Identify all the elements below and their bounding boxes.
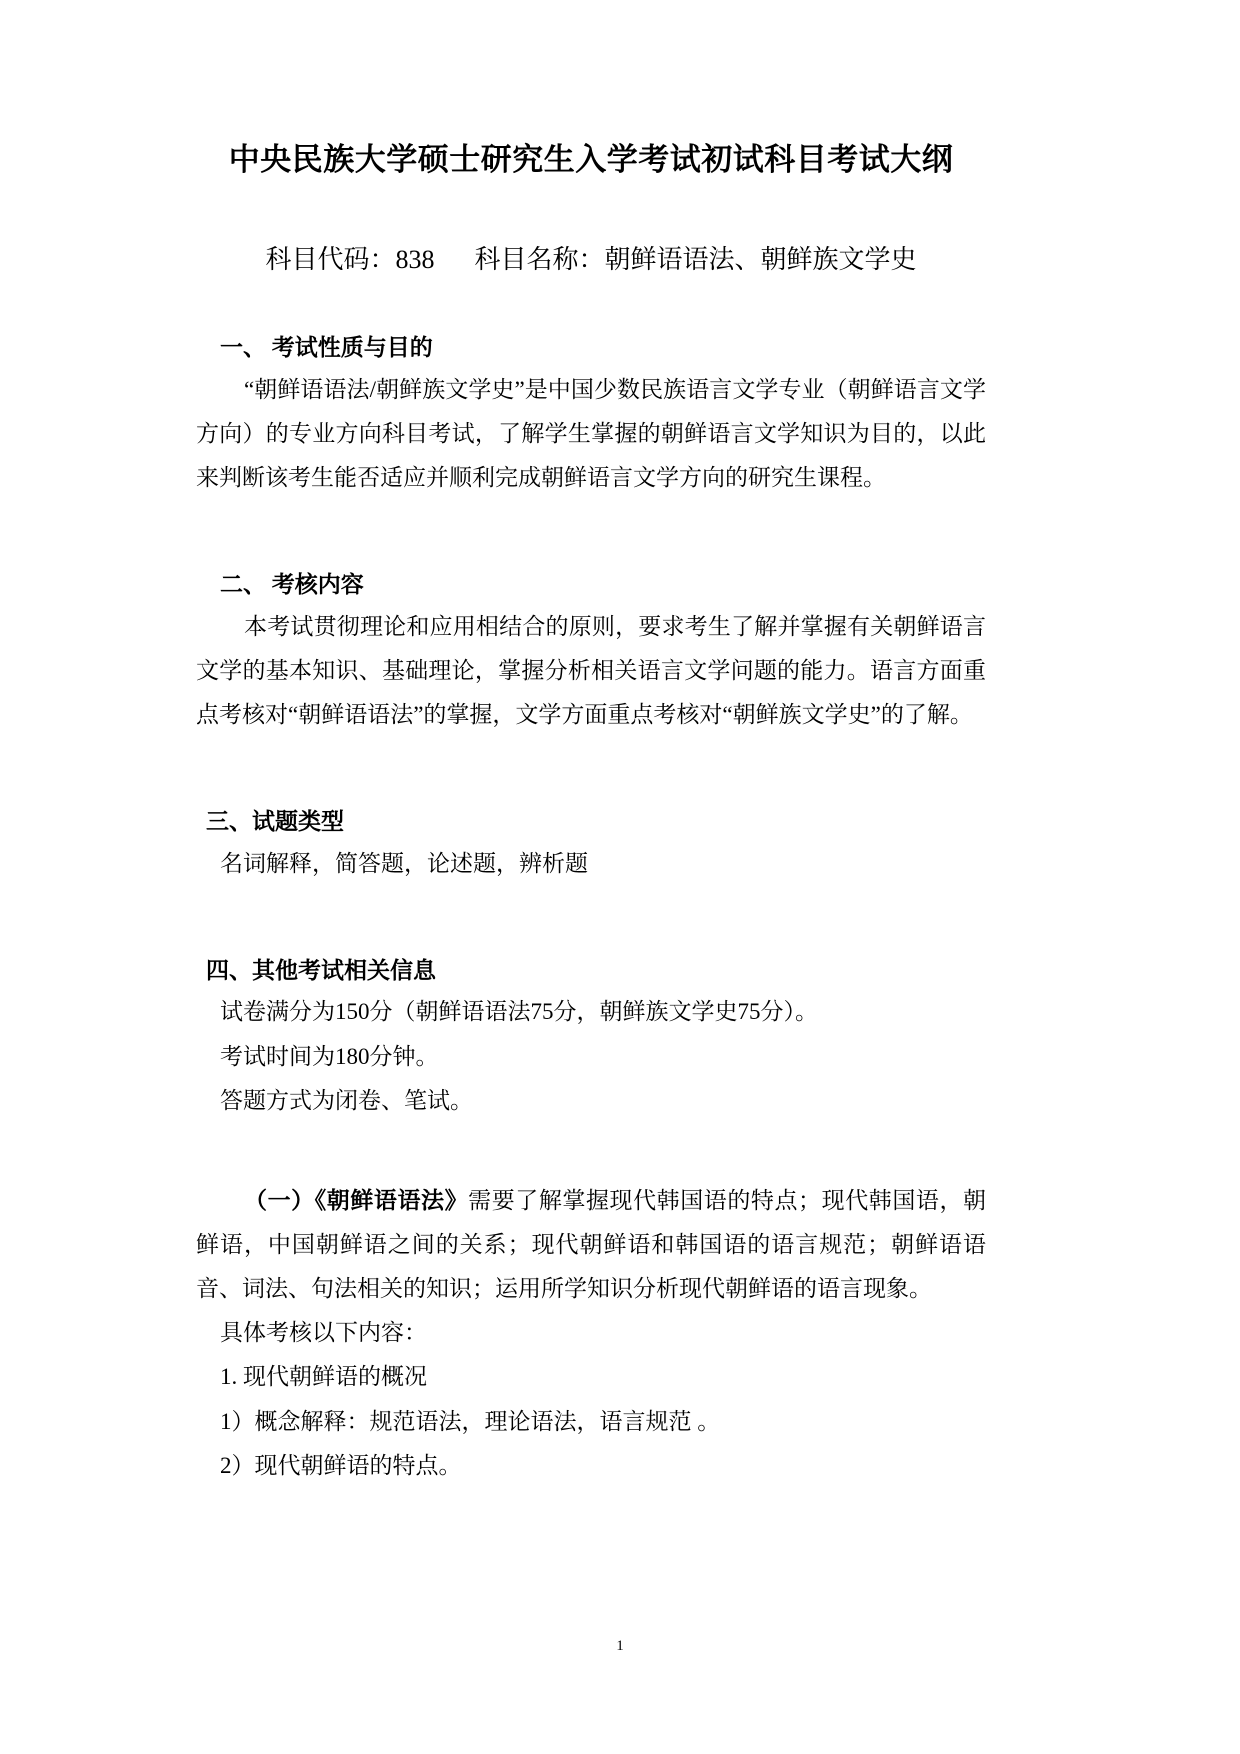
spacer <box>196 279 986 297</box>
subject-info-line <box>196 240 986 279</box>
part-one-item-1: 1. 现代朝鲜语的概况 <box>220 1364 427 1390</box>
section-paragraph-2: 本考试贯彻理论和应用相结合的原则，要求考生了解并掌握有关朝鲜语言文学的基本知识、基础理论，掌握分析相关语言文学问题的能力。语言方面重点考核对“朝鲜语语法”的掌握，文学方面重点考核对“朝鲜族文学史”的了解。 <box>196 613 986 728</box>
section-4-line-2: 考试时间为180分钟。 <box>220 1043 439 1069</box>
page-title: 中央民族大学硕士研究生入学考试初试科目考试大纲 <box>228 142 954 177</box>
part-one-item-2: 1）概念解释：规范语法，理论语法，语言规范 。 <box>220 1408 721 1434</box>
document-content <box>196 0 986 1488</box>
section-heading-3: 三、试题类型 <box>206 809 344 835</box>
section-4-line-3: 答题方式为闭卷、笔试。 <box>220 1087 473 1113</box>
part-one-paragraph <box>196 1179 986 1311</box>
subject-code: 科目代码：838 <box>265 245 435 275</box>
section-heading-4: 四、其他考试相关信息 <box>206 957 436 983</box>
spacer <box>196 737 986 771</box>
spacer <box>196 886 986 920</box>
spacer <box>196 1123 986 1179</box>
section-heading-2: 二、 考核内容 <box>220 572 364 598</box>
subject-name: 科目名称：朝鲜语语法、朝鲜族文学史 <box>474 245 917 275</box>
section-4-line-1: 试卷满分为150分（朝鲜语语法75分，朝鲜族文学史75分）。 <box>220 999 818 1025</box>
section-heading-1: 一、 考试性质与目的 <box>220 335 433 361</box>
footer-page-number: 1 <box>616 1638 624 1654</box>
part-one-sub-intro: 具体考核以下内容： <box>220 1320 427 1346</box>
section-paragraph-1: “朝鲜语语法/朝鲜族文学史”是中国少数民族语言文学专业（朝鲜语言文学方向）的专业方向科目考试，了解学生掌握的朝鲜语言文学知识为目的，以此来判断该考生能否适应并顺利完成朝鲜语言文学方向的研究生课程。 <box>196 376 986 491</box>
section-paragraph-3: 名词解释，简答题，论述题，辨析题 <box>220 850 588 876</box>
part-one-label-prefix: （一） <box>244 1187 315 1213</box>
part-one-body: 需要了解掌握现代韩国语的特点；现代韩国语，朝鲜语，中国朝鲜语之间的关系；现代朝鲜语和韩国语的语言规范；朝鲜语语音、词法、句法相关的知识；运用所学知识分析现代朝鲜语的语言现象。 <box>196 1187 987 1302</box>
spacer <box>196 500 986 534</box>
part-one-label-title: 《朝鲜语语法》 <box>314 1187 469 1213</box>
part-one-item-3: 2）现代朝鲜语的特点。 <box>220 1452 462 1478</box>
